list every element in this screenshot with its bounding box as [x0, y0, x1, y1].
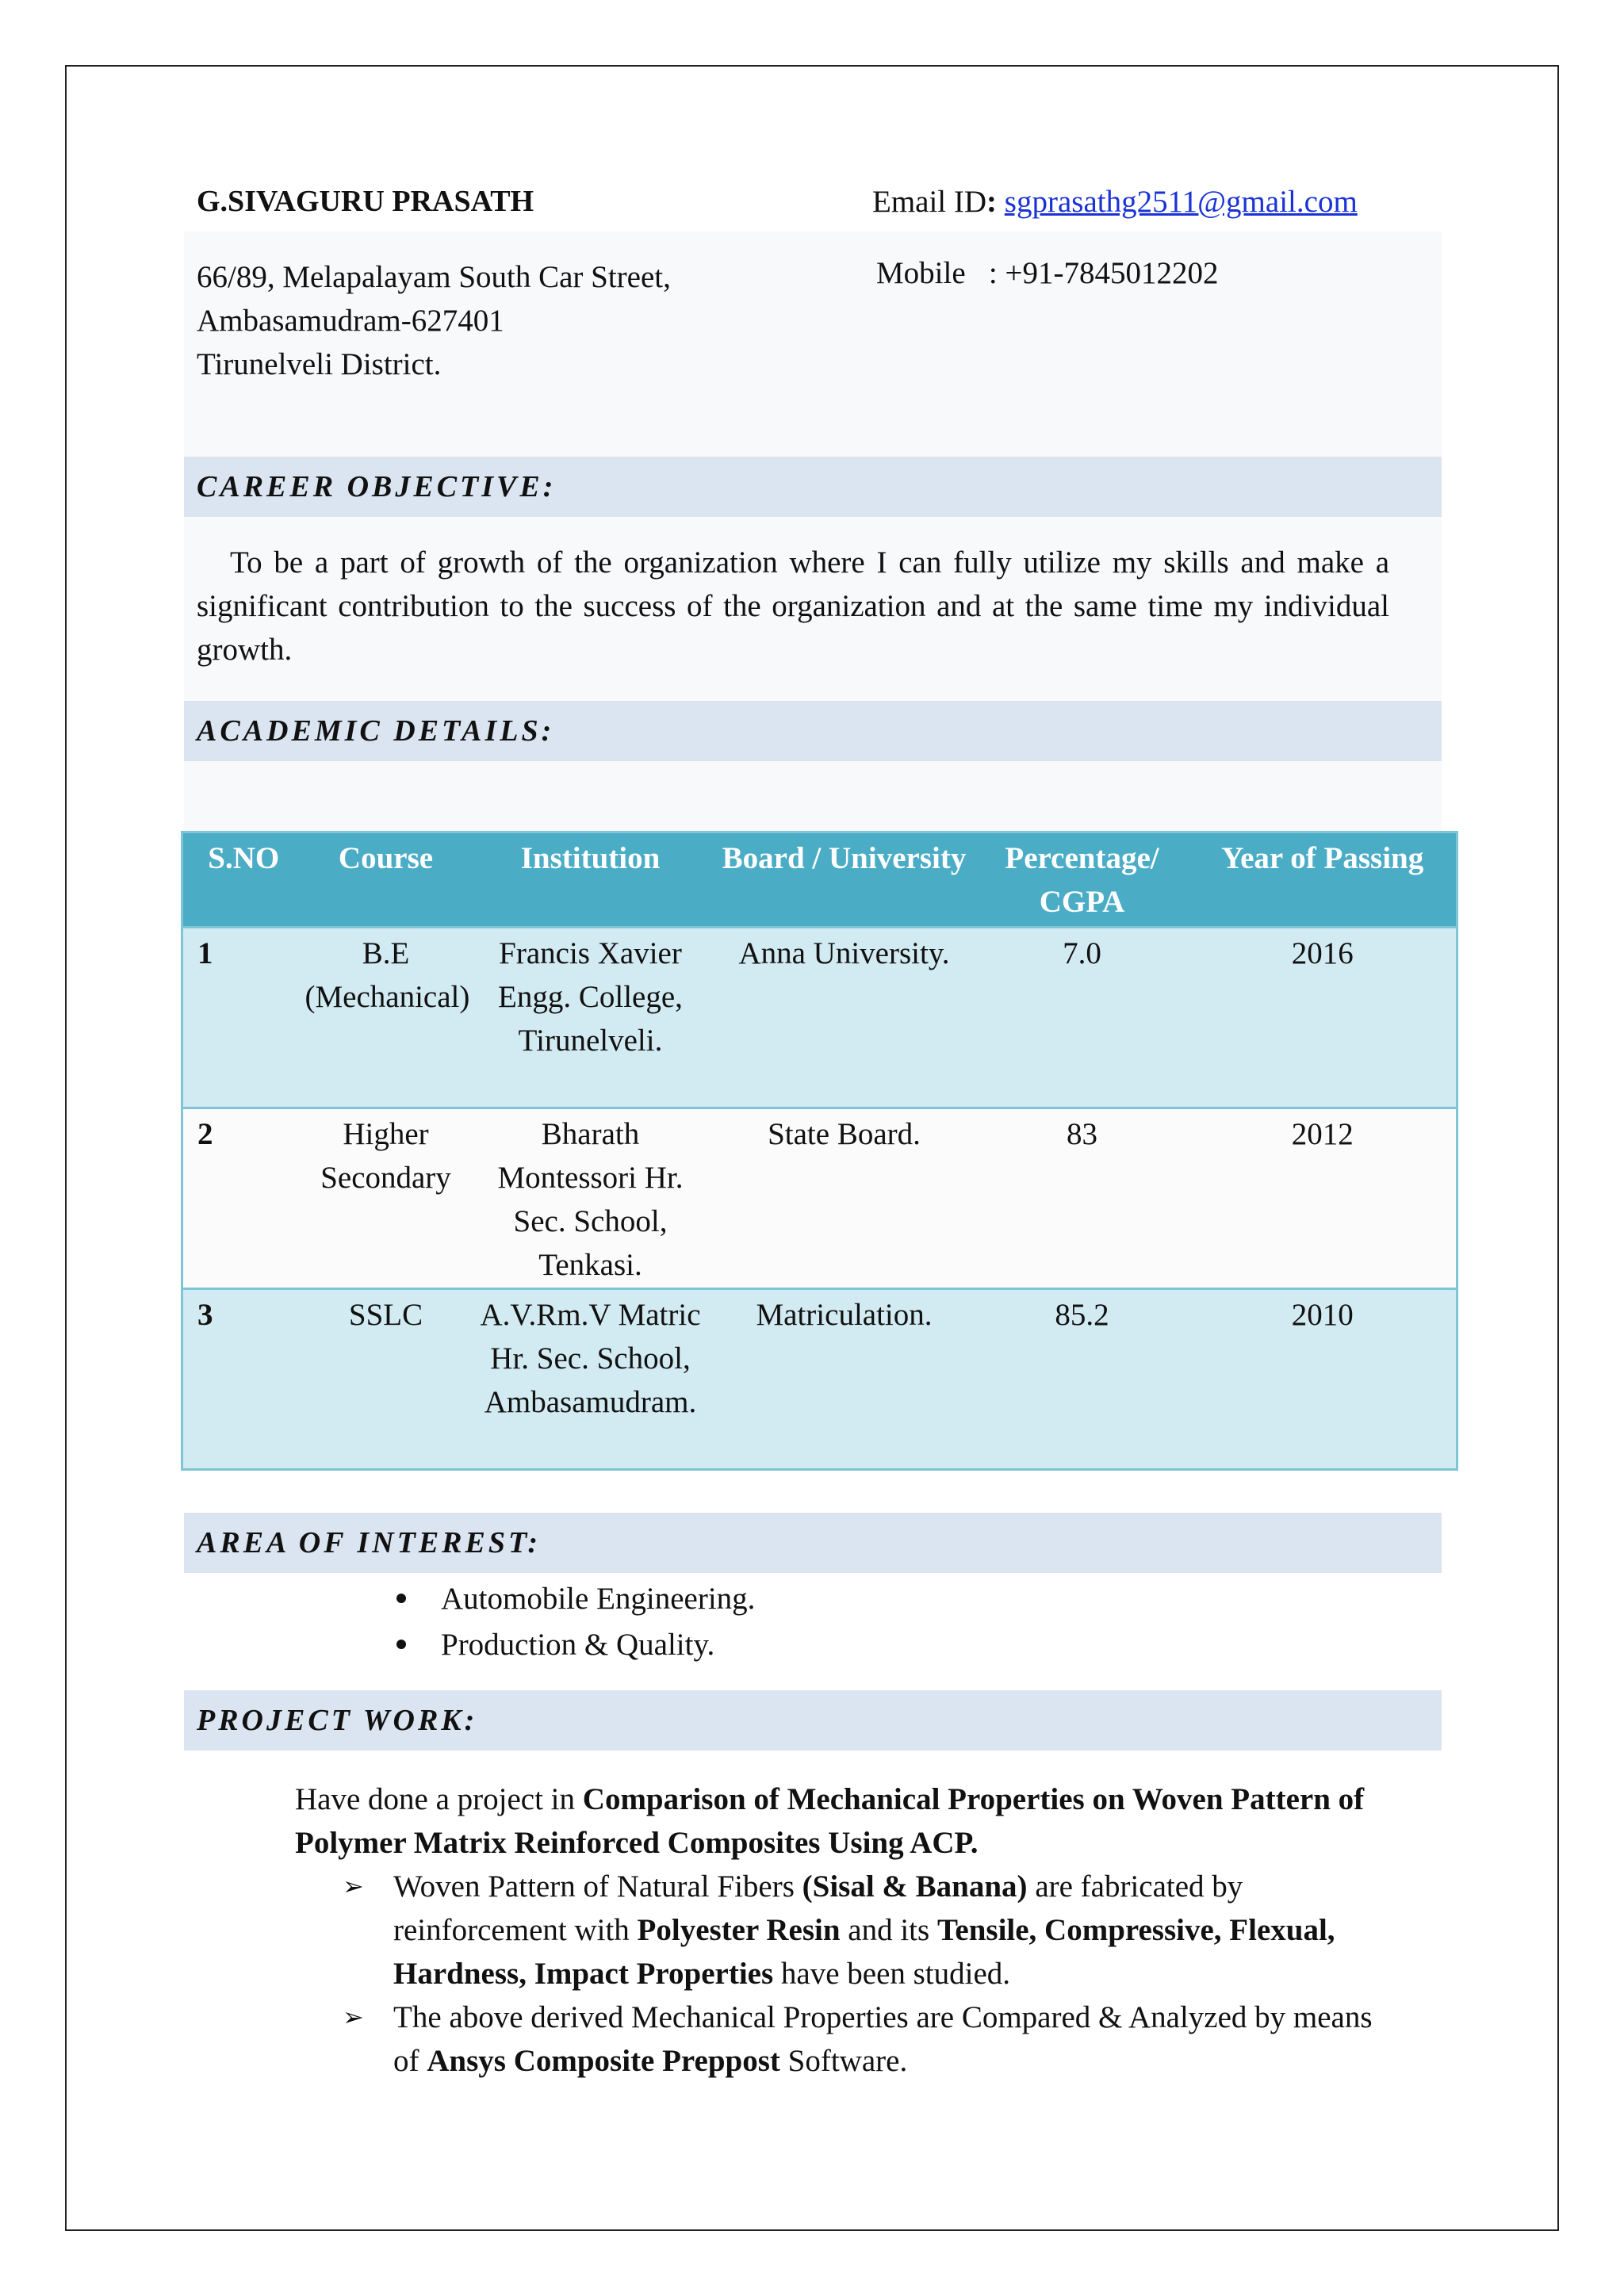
project-title: Comparison of Mechanical Properties on Woven Pattern of Polymer Matrix Reinforced Composites Using ACP. [295, 1782, 1365, 1860]
text: and its [840, 1913, 937, 1947]
text: Woven Pattern of Natural Fibers [393, 1869, 802, 1904]
email-link[interactable]: sgprasathg2511@gmail.com [1004, 185, 1358, 219]
cell-institution: A.V.Rm.V Matric Hr. Sec. School, Ambasamudram. [468, 1289, 714, 1470]
bullet-icon [396, 1640, 406, 1649]
email-colon: : [986, 185, 998, 219]
cell-percentage: 85.2 [975, 1289, 1189, 1470]
arrow-bullet-icon: ➢ [343, 2002, 364, 2032]
bold-text: Ansys Composite Preppost [427, 2044, 780, 2078]
list-item [396, 1622, 755, 1668]
text: Software. [779, 2044, 908, 2078]
project-intro-prefix: Have done a project in [295, 1782, 583, 1816]
project-intro [295, 1777, 1405, 1865]
table-row [182, 928, 1457, 1108]
interest-text: Automobile Engineering. [441, 1582, 756, 1616]
section-heading-career: CAREER OBJECTIVE: [184, 457, 1442, 517]
address-line: 66/89, Melapalayam South Car Street, [197, 260, 671, 294]
cell-course: B.E (Mechanical) [304, 928, 468, 1108]
cell-sno: 3 [182, 1289, 304, 1470]
bold-text: Tensile, Compressive, Flexual, Hardness, Impact Properties [393, 1913, 1335, 1991]
cell-board: State Board. [714, 1108, 975, 1289]
table-row [182, 1289, 1457, 1470]
text: have been studied. [773, 1957, 1011, 1991]
column-header: Course [304, 832, 468, 928]
cell-percentage: 83 [975, 1108, 1189, 1289]
cell-institution: Francis Xavier Engg. College, Tirunelveli. [468, 928, 714, 1108]
interest-list [396, 1576, 755, 1668]
bullet-icon [396, 1594, 406, 1603]
cell-course: Higher Secondary [304, 1108, 468, 1289]
bold-text: Polyester Resin [637, 1913, 841, 1947]
cell-board: Matriculation. [714, 1289, 975, 1470]
cell-sno: 2 [182, 1108, 304, 1289]
column-header: Percentage/ CGPA [975, 832, 1189, 928]
text: The above derived Mechanical Properties are Compared & Analyzed by means of [393, 2000, 1373, 2078]
list-item [396, 1576, 755, 1622]
cell-year: 2012 [1189, 1108, 1457, 1289]
section-heading-academic: ACADEMIC DETAILS: [184, 701, 1442, 761]
bold-text: (Sisal & Banana) [802, 1869, 1028, 1904]
table-row [182, 1108, 1457, 1289]
email-line [872, 184, 1358, 220]
cell-year: 2010 [1189, 1289, 1457, 1470]
cell-percentage: 7.0 [975, 928, 1189, 1108]
column-header: Board / University [714, 832, 975, 928]
column-header: Institution [468, 832, 714, 928]
list-item [343, 1996, 1405, 2083]
cell-institution: Bharath Montessori Hr. Sec. School, Tenkasi. [468, 1108, 714, 1289]
address-block [197, 255, 671, 386]
address-line: Ambasamudram-627401 [197, 304, 504, 338]
cell-board: Anna University. [714, 928, 975, 1108]
mobile-number: : +91-7845012202 [988, 256, 1219, 290]
interest-text: Production & Quality. [441, 1628, 715, 1662]
cell-year: 2016 [1189, 928, 1457, 1108]
career-objective-text: To be a part of growth of the organization where I can fully utilize my skills and make a significant contribution to the success of the organization and at the same time my individual growth. [197, 545, 1389, 667]
table-header-row [182, 832, 1457, 928]
email-label: Email ID [872, 185, 987, 219]
cell-sno: 1 [182, 928, 304, 1108]
mobile-label: Mobile [876, 256, 966, 290]
arrow-bullet-icon: ➢ [343, 1871, 364, 1901]
academic-table [181, 831, 1458, 1471]
project-points [343, 1865, 1405, 2083]
cell-course: SSLC [304, 1289, 468, 1470]
section-heading-interest: AREA OF INTEREST: [184, 1513, 1442, 1573]
candidate-name: G.SIVAGURU PRASATH [197, 185, 534, 218]
column-header: S.NO [182, 832, 304, 928]
column-header: Year of Passing [1189, 832, 1457, 928]
section-heading-project: PROJECT WORK: [184, 1690, 1442, 1751]
address-line: Tirunelveli District. [197, 347, 442, 381]
list-item [343, 1865, 1405, 1996]
mobile-line [876, 255, 1219, 291]
text: are fabricated by reinforcement with [393, 1869, 1243, 1947]
